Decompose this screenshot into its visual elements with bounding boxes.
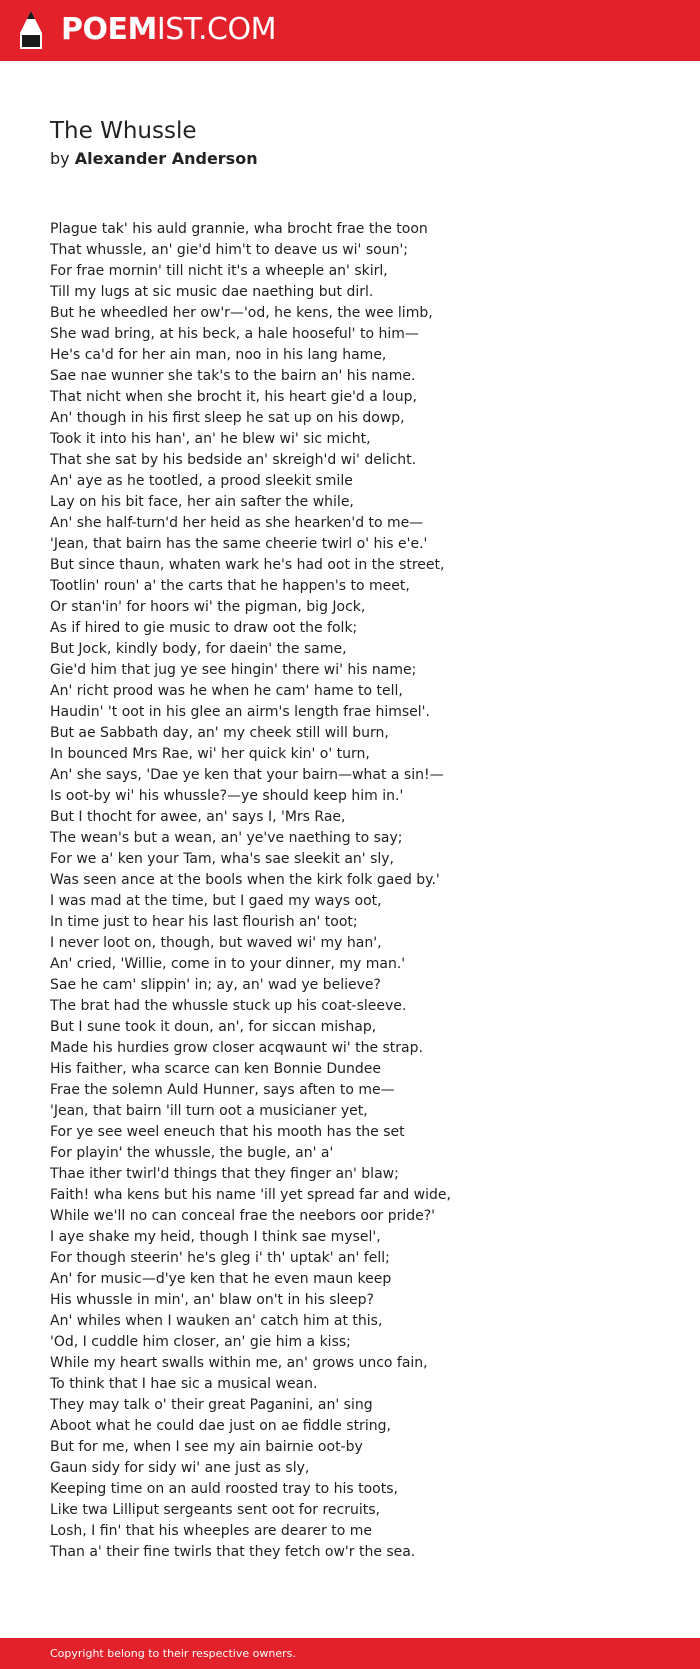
poem-line: That she sat by his bedside an' skreigh'd wi' delicht. — [50, 452, 417, 468]
poem-line: His whussle in min', an' blaw on't in his sleep? — [50, 1292, 374, 1308]
poem-line: But I sune took it doun, an', for siccan mishap, — [50, 1019, 377, 1035]
poem-line: 'Od, I cuddle him closer, an' gie him a kiss; — [50, 1334, 351, 1350]
copyright-text: Copyright belong to their respective owners. — [50, 1647, 296, 1660]
poem-line: For though steerin' he's gleg i' th' uptak' an' fell; — [50, 1250, 390, 1266]
poem-line: Faith! wha kens but his name 'ill yet spread far and wide, — [50, 1187, 451, 1203]
poem-line: Sae he cam' slippin' in; ay, an' wad ye believe? — [50, 977, 381, 993]
poem-line: For we a' ken your Tam, wha's sae sleekit an' sly, — [50, 851, 394, 867]
pencil-tip-icon[interactable] — [16, 9, 46, 51]
poem-line: But ae Sabbath day, an' my cheek still will burn, — [50, 725, 389, 741]
poem-line: Aboot what he could dae just on ae fiddle string, — [50, 1418, 391, 1434]
poem-line: Like twa Lilliput sergeants sent oot for recruits, — [50, 1502, 380, 1518]
poem-line: Took it into his han', an' he blew wi' sic micht, — [50, 431, 371, 447]
poem-line: But Jock, kindly body, for daein' the same, — [50, 641, 347, 657]
poem-line: Till my lugs at sic music dae naething but dirl. — [50, 284, 374, 300]
poem-line: But I thocht for awee, an' says I, 'Mrs Rae, — [50, 809, 346, 825]
poem-line: Tootlin' roun' a' the carts that he happen's to meet, — [50, 578, 410, 594]
site-footer — [0, 1638, 700, 1669]
poem-line: An' she half-turn'd her heid as she hearken'd to me— — [50, 515, 424, 531]
poem-line: In bounced Mrs Rae, wi' her quick kin' o' turn, — [50, 746, 370, 762]
poem-line: While we'll no can conceal frae the neebors oor pride?' — [50, 1208, 436, 1224]
poem-line: For frae mornin' till nicht it's a wheeple an' skirl, — [50, 263, 388, 279]
poem-line: Frae the solemn Auld Hunner, says aften to me— — [50, 1082, 395, 1098]
poem-line: Gaun sidy for sidy wi' ane just as sly, — [50, 1460, 310, 1476]
poem-line: To think that I hae sic a musical wean. — [50, 1376, 318, 1392]
poem-line: An' though in his first sleep he sat up on his dowp, — [50, 410, 405, 426]
poem-line: 'Jean, that bairn has the same cheerie twirl o' his e'e.' — [50, 536, 428, 552]
poem-line: But since thaun, whaten wark he's had oot in the street, — [50, 557, 445, 573]
poem-line: I never loot on, though, but waved wi' my han', — [50, 935, 382, 951]
poem-line: 'Jean, that bairn 'ill turn oot a musicianer yet, — [50, 1103, 368, 1119]
author-name: Alexander Anderson — [74, 149, 258, 168]
poem-line: An' richt prood was he when he cam' hame to tell, — [50, 683, 403, 699]
poem-line: For ye see weel eneuch that his mooth has the set — [50, 1124, 405, 1140]
poem-line: Lay on his bit face, her ain safter the while, — [50, 494, 354, 510]
poem-line: Losh, I fin' that his wheeples are dearer to me — [50, 1523, 373, 1539]
poem-line: Than a' their fine twirls that they fetch ow'r the sea. — [50, 1544, 416, 1560]
poem-line: Plague tak' his auld grannie, wha brocht frae the toon — [50, 221, 428, 237]
poem-line: He's ca'd for her ain man, noo in his lang hame, — [50, 347, 387, 363]
byline — [50, 148, 258, 170]
poem-line: For playin' the whussle, the bugle, an' a' — [50, 1145, 334, 1161]
poem-line: I aye shake my heid, though I think sae mysel', — [50, 1229, 381, 1245]
poem-line: In time just to hear his last flourish an' toot; — [50, 914, 358, 930]
poem-line: Gie'd him that jug ye see hingin' there wi' his name; — [50, 662, 417, 678]
poem-line: An' aye as he tootled, a prood sleekit smile — [50, 473, 353, 489]
poem-line: She wad bring, at his beck, a hale hooseful' to him— — [50, 326, 419, 342]
site-header — [0, 0, 700, 61]
poem-line: That nicht when she brocht it, his heart gie'd a loup, — [50, 389, 417, 405]
poem-body — [50, 219, 670, 1563]
poem-line: That whussle, an' gie'd him't to deave us wi' soun'; — [50, 242, 409, 258]
poem-line: As if hired to gie music to draw oot the folk; — [50, 620, 358, 636]
poem-line: The brat had the whussle stuck up his coat-sleeve. — [50, 998, 407, 1014]
poem-title: The Whussle — [50, 118, 197, 144]
poem-line: But for me, when I see my ain bairnie oot-by — [50, 1439, 363, 1455]
poem-line: An' cried, 'Willie, come in to your dinner, my man.' — [50, 956, 406, 972]
poem-line: Or stan'in' for hoors wi' the pigman, big Jock, — [50, 599, 366, 615]
poem-line: Keeping time on an auld roosted tray to his toots, — [50, 1481, 398, 1497]
poem-line: Haudin' 't oot in his glee an airm's length frae himsel'. — [50, 704, 430, 720]
poem-line: I was mad at the time, but I gaed my ways oot, — [50, 893, 382, 909]
poem-line: But he wheedled her ow'r—'od, he kens, the wee limb, — [50, 305, 433, 321]
logo-text-light: IST.COM — [156, 12, 276, 47]
poem-line: While my heart swalls within me, an' grows unco fain, — [50, 1355, 428, 1371]
site-logo[interactable] — [61, 11, 276, 49]
poem-line: Sae nae wunner she tak's to the bairn an' his name. — [50, 368, 416, 384]
poem-line: Was seen ance at the bools when the kirk folk gaed by.' — [50, 872, 440, 888]
poem-line: Made his hurdies grow closer acqwaunt wi' the strap. — [50, 1040, 423, 1056]
poem-line: The wean's but a wean, an' ye've naething to say; — [50, 830, 403, 846]
poem-line: An' she says, 'Dae ye ken that your bairn—what a sin!— — [50, 767, 444, 783]
by-label: by — [50, 149, 70, 168]
poem-line: An' whiles when I wauken an' catch him at this, — [50, 1313, 383, 1329]
logo-text-bold: POEM — [61, 12, 157, 47]
poem-line: His faither, wha scarce can ken Bonnie Dundee — [50, 1061, 381, 1077]
poem-line: An' for music—d'ye ken that he even maun keep — [50, 1271, 392, 1287]
poem-line: Thae ither twirl'd things that they finger an' blaw; — [50, 1166, 399, 1182]
poem-line: Is oot-by wi' his whussle?—ye should keep him in.' — [50, 788, 404, 804]
poem-line: They may talk o' their great Paganini, an' sing — [50, 1397, 373, 1413]
